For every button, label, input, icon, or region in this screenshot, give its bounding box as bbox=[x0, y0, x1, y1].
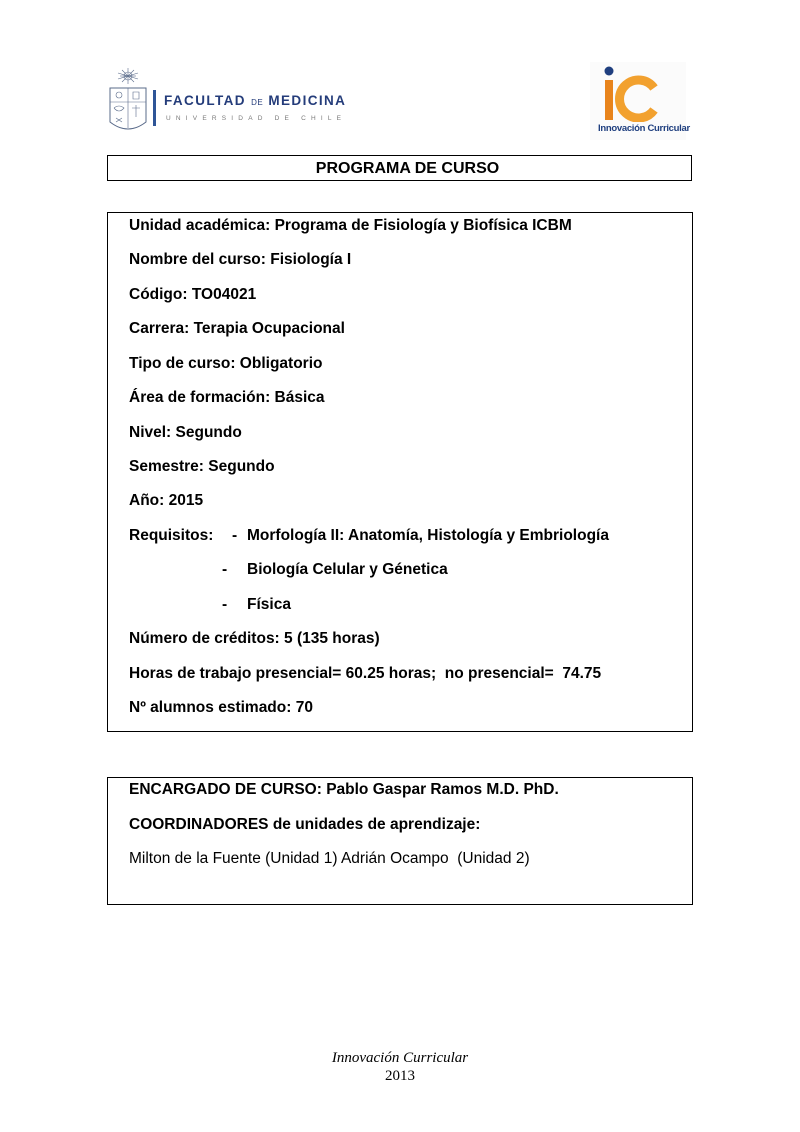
facultad-medicina-logo bbox=[106, 66, 356, 138]
requisito-item: Morfología II: Anatomía, Histología y Embriología bbox=[247, 527, 609, 544]
footer-line1: Innovación Curricular bbox=[331, 1050, 469, 1066]
requisito-dash: - bbox=[222, 561, 228, 578]
logo-subtitle: UNIVERSIDAD DE CHILE bbox=[166, 115, 347, 122]
requisito-item: Física bbox=[247, 596, 291, 613]
alumnos-estimado: Nº alumnos estimado: 70 bbox=[129, 699, 313, 716]
footer-year: 2013 bbox=[385, 1068, 415, 1084]
unidad-academica: Unidad académica: Programa de Fisiología y Biofísica ICBM bbox=[129, 217, 572, 234]
innovacion-curricular-logo bbox=[590, 62, 690, 140]
nivel: Nivel: Segundo bbox=[129, 424, 242, 441]
ic-caption: Innovación Curricular bbox=[598, 123, 690, 134]
area-formacion: Área de formación: Básica bbox=[129, 389, 325, 406]
requisito-dash: - bbox=[232, 527, 238, 544]
coordinadores-heading: COORDINADORES de unidades de aprendizaje: bbox=[129, 816, 481, 833]
requisitos-label: Requisitos: bbox=[129, 527, 214, 544]
encargado-curso: ENCARGADO DE CURSO: Pablo Gaspar Ramos M.D. PhD. bbox=[129, 781, 559, 798]
ic-logo-icon bbox=[598, 64, 660, 122]
page-title-box bbox=[107, 155, 692, 181]
course-info-box bbox=[107, 212, 693, 732]
carrera: Carrera: Terapia Ocupacional bbox=[129, 320, 345, 337]
horas-trabajo: Horas de trabajo presencial= 60.25 horas; no presencial= 74.75 bbox=[129, 665, 602, 682]
codigo: Código: TO04021 bbox=[129, 286, 257, 303]
creditos: Número de créditos: 5 (135 horas) bbox=[129, 630, 380, 647]
logo-title: FACULTAD DE MEDICINA bbox=[164, 93, 347, 108]
coordinadores-names: Milton de la Fuente (Unidad 1) Adrián Ocampo (Unidad 2) bbox=[129, 850, 530, 867]
anio: Año: 2015 bbox=[129, 492, 204, 509]
tipo-curso: Tipo de curso: Obligatorio bbox=[129, 355, 323, 372]
university-seal-icon bbox=[106, 66, 150, 138]
semestre: Semestre: Segundo bbox=[129, 458, 275, 475]
requisito-item: Biología Celular y Génetica bbox=[247, 561, 448, 578]
logo-divider bbox=[153, 90, 156, 126]
requisito-dash: - bbox=[222, 596, 228, 613]
nombre-curso: Nombre del curso: Fisiología I bbox=[129, 251, 352, 268]
page-title: PROGRAMA DE CURSO bbox=[315, 160, 500, 177]
staff-box bbox=[107, 777, 693, 905]
